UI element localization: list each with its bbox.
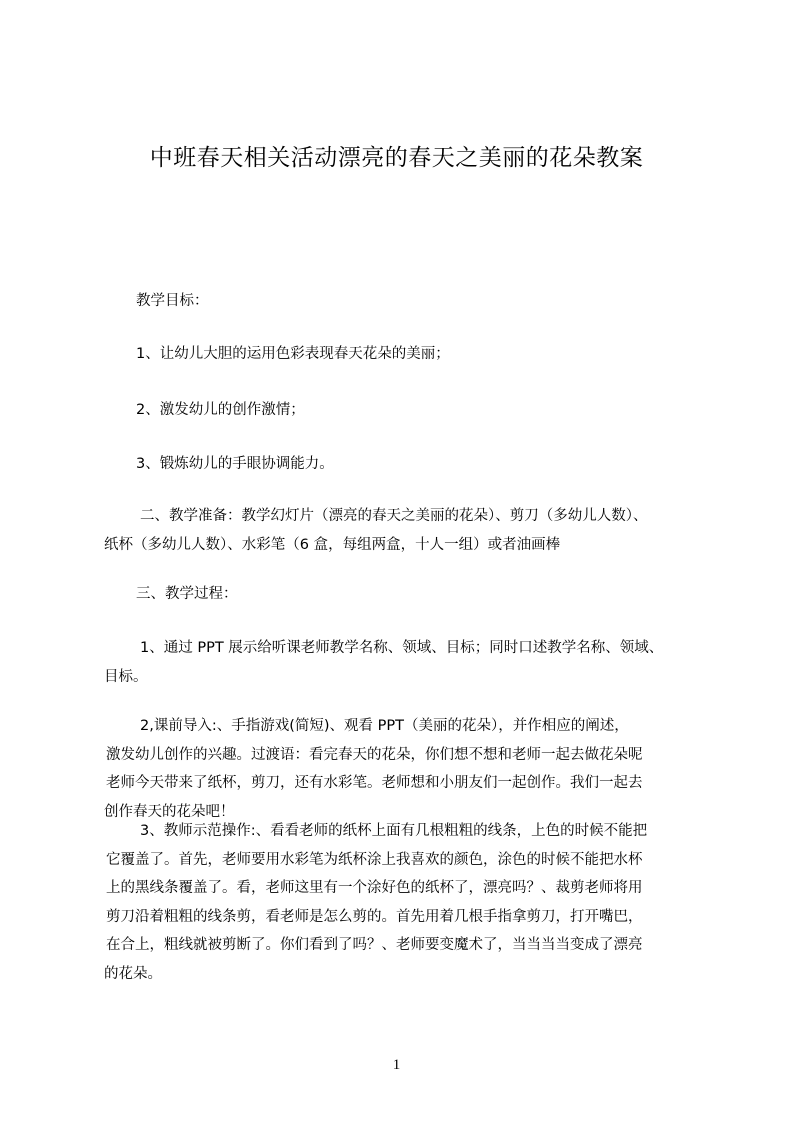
goal-3-text: 3、锻炼幼儿的手眼协调能力。 <box>136 456 334 472</box>
document-title: 中班春天相关活动漂亮的春天之美丽的花朵教案 <box>149 145 644 171</box>
step-2-line-3: 老师今天带来了纸杯，剪刀，还有水彩笔。老师想和小朋友们一起创作。我们一起去 <box>106 775 643 791</box>
goals-heading-text: 教学目标： <box>136 293 209 309</box>
step-3-line-2: 它覆盖了。首先，老师要用水彩笔为纸杯涂上我喜欢的颜色，涂色的时候不能把水杯 <box>106 851 643 868</box>
process-step-3 <box>104 817 700 988</box>
step-2-line-1: 2,课前导入:、手指游戏(简短)、观看 PPT（美丽的花朵），并作相应的阐述， <box>140 718 629 734</box>
step-3-line-4: 剪刀沿着粗粗的线条剪，看老师是怎么剪的。首先用着几根手指拿剪刀，打开嘴巴， <box>106 908 643 925</box>
step-1-line-1: 1、通过 PPT 展示给听课老师教学名称、领域、目标；同时口述教学名称、领域、 <box>140 640 664 656</box>
process-step-1 <box>104 634 700 691</box>
goal-item-2 <box>104 396 700 425</box>
step-2-line-2: 激发幼儿创作的兴趣。过渡语：看完春天的花朵，你们想不想和老师一起去做花朵呢 <box>106 746 643 763</box>
step-3-line-5: 在合上，粗线就被剪断了。你们看到了吗？、老师要变魔术了，当当当当变成了漂亮 <box>106 937 643 953</box>
page-number: 1 <box>392 1057 401 1073</box>
goal-item-3 <box>104 450 700 479</box>
goals-heading <box>104 287 700 316</box>
step-3-line-6: 的花朵。 <box>104 965 162 982</box>
process-heading-text: 三、教学过程： <box>136 586 238 602</box>
prep-line-1: 二、教学准备：教学幻灯片（漂亮的春天之美丽的花朵）、剪刀（多幼儿人数）、 <box>140 508 648 524</box>
goal-2-text: 2、激发幼儿的创作激情； <box>136 402 305 418</box>
teaching-preparation <box>104 502 700 559</box>
step-3-line-1: 3、教师示范操作:、看看老师的纸杯上面有几根粗粗的线条，上色的时候不能把 <box>140 823 648 839</box>
prep-line-2: 纸杯（多幼儿人数）、水彩笔（6 盒，每组两盒，十人一组）或者油画棒 <box>104 536 561 553</box>
step-3-line-3: 上的黑线条覆盖了。看，老师这里有一个涂好色的纸杯了，漂亮吗？、裁剪老师将用 <box>106 880 643 896</box>
step-2-line-4: 创作春天的花朵吧！ <box>104 803 235 820</box>
step-1-line-2: 目标。 <box>104 668 148 685</box>
process-step-2 <box>104 712 700 826</box>
process-heading <box>104 580 700 609</box>
goal-1-text: 1、让幼儿大胆的运用色彩表现春天花朵的美丽； <box>136 346 450 362</box>
goal-item-1 <box>104 340 700 369</box>
